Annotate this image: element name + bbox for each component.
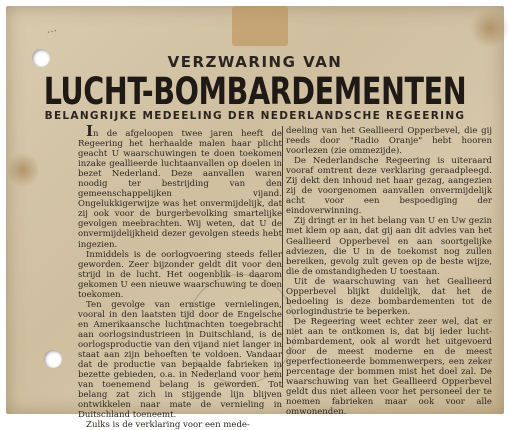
right-paragraph-4: Uit de waarschuwing van het Geallieerd Opperbevel blijkt duidelijk, dat het de bedoeling is deze bombardementen tot de oorlogindustrie te beperken. [286,276,492,317]
right-paragraph-3: Zij dringt er in het belang van U en Uw gezin met klem op aan, dat gij aan dit advies van het Geallieerd Opperbevel en aan soortgelijke adviezen, die U in de toekomst nog zullen bereiken, gevolg zult geven op de beste wijze, die de omstandigheden U toestaan. [286,216,492,277]
paper-stain [470,8,510,48]
right-paragraph-2: De Nederlandsche Regeering is uiteraard vooraf omtrent deze verklaring geraadpleegd. Zij dekt den inhoud net haar gezag, aangezien zij de voorgenomen aanvallen onvermijdelijk acht voor een bespoediging der eindoverwinning. [286,156,492,217]
paper-stain [8,150,38,190]
leaflet-title: LUCHT-BOMBARDEMENTEN [43,70,467,113]
left-paragraph-1: In de afgeloopen twee jaren heeft de Regeering het herhaalde malen haar plicht geacht U waarschuwingen te doen toekomen inzake geallieerde luchtaanvallen op doelen in bezet Nederland. Deze aanvallen waren noodig ter bestrijding van den gemeenschappelijken vijand. Ongelukkigerwijze was het onvermijdelijk, dat zij ook voor de burgerbevolking smartelijke gevolgen meebrachten. Wij weten, dat U de onvermijdelijkheid dezer gevolgen steeds hebt ingezien. [78,122,282,250]
tape-mark [232,6,288,46]
leaflet-subtitle: VERZWARING VAN [167,53,343,71]
pencil-note: ... [44,21,58,36]
left-paragraph-4: Zulks is de verklaring voor een mede- [86,420,250,430]
leaflet-subhead: BELANGRIJKE MEDEELING DER NEDERLANDSCHE REGEERING [44,110,466,122]
left-paragraph-2: Inmiddels is de oorlogvoering steeds feller geworden. Zeer bijzonder geldt dit voor den strijd in de lucht. Het oogenblik is daarom gekomen U een nieuwe waarschuwing te doen toekomen. [78,249,282,300]
right-paragraph-1: deeling van het Geallieerd Opperbevel, die gij reeds door "Radio Oranje" hebt hooren voorlezen (zie ommezijde). [286,126,492,157]
faint-stamp [186,274,296,384]
punch-hole-bottom [44,350,62,368]
right-column [286,126,492,418]
left-paragraph-3: Ten gevolge van ernstige vernielingen, vooral in den laatsten tijd door de Engelsche en Amerikaansche luchtmachten toegebracht aan oorlogsindustrieen in Duitschland, is de oorlogsproductie van den vijand niet langer in staat aan zijn behoeften te voldoen. Vandaar dat de productie van bepaalde fabrieken in bezette gebieden, o.a. in Nederland voor hem van toenemend belang is geworden. Tot belang zat zich in stijgende lijn blijven ontwikkelen naar mate de vernieling in Duitschland toeneemt. [78,299,282,421]
right-paragraph-5: De Regeering weet echter zeer wel, dat er niet aan te ontkomen is, dat bij ieder lucht-bombardement, ook al wordt het uitgevoerd door de meest moderne en de meest geperfectioneerde bommenwerpers, een zeker percentage der bommen mist het doel zal. De waarschuwing van het Geallieerd Opperbevel geldt dus niet alleen voor het personeel der te noemen fabrieken maar ook voor alle omwonenden. [286,316,492,418]
